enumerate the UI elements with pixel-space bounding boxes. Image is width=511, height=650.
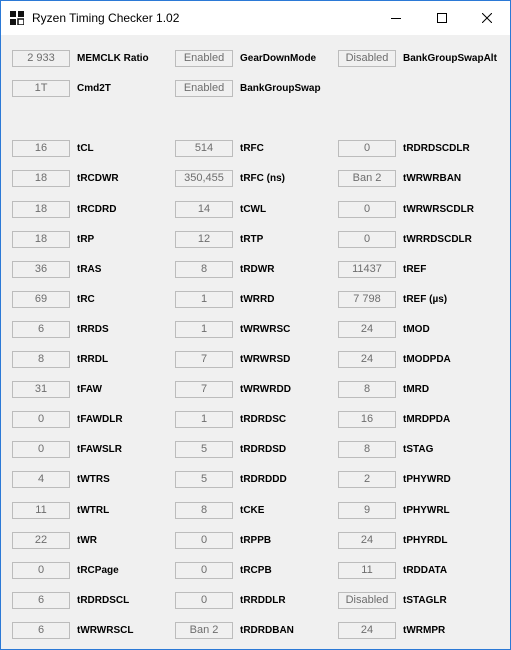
twrrdscdlr-label: tWRRDSCDLR xyxy=(403,234,472,245)
trdrdsd-label: tRDRDSD xyxy=(240,444,287,455)
trrdl-value[interactable]: 8 xyxy=(12,351,70,368)
trdrdsc-value[interactable]: 1 xyxy=(175,411,233,428)
twrwrscl-value[interactable]: 6 xyxy=(12,622,70,639)
twrwrsd-value[interactable]: 7 xyxy=(175,351,233,368)
close-icon xyxy=(482,13,492,23)
trfc-value[interactable]: 514 xyxy=(175,140,233,157)
tstaglr-value[interactable]: Disabled xyxy=(338,592,396,609)
minimize-button[interactable] xyxy=(373,1,419,35)
trddata-value[interactable]: 11 xyxy=(338,562,396,579)
tstag-value[interactable]: 8 xyxy=(338,441,396,458)
tfawslr-label: tFAWSLR xyxy=(77,444,122,455)
tcke-label: tCKE xyxy=(240,505,265,516)
close-button[interactable] xyxy=(464,1,510,35)
trrddlr-value[interactable]: 0 xyxy=(175,592,233,609)
trcpb-label: tRCPB xyxy=(240,565,272,576)
tras-value[interactable]: 36 xyxy=(12,261,70,278)
cmd2t-label: Cmd2T xyxy=(77,83,111,94)
tmrdpda-label: tMRDPDA xyxy=(403,414,451,425)
tcl-value[interactable]: 16 xyxy=(12,140,70,157)
maximize-icon xyxy=(437,13,447,23)
twrwrban-value[interactable]: Ban 2 xyxy=(338,170,396,187)
twr-value[interactable]: 22 xyxy=(12,532,70,549)
trdrdscdlr-value[interactable]: 0 xyxy=(338,140,396,157)
trc-value[interactable]: 69 xyxy=(12,291,70,308)
bankgroupswap-value[interactable]: Enabled xyxy=(175,80,233,97)
tphywrl-label: tPHYWRL xyxy=(403,505,450,516)
trtp-label: tRTP xyxy=(240,234,264,245)
trcpage-value[interactable]: 0 xyxy=(12,562,70,579)
tstag-label: tSTAG xyxy=(403,444,434,455)
tref-value[interactable]: 11437 xyxy=(338,261,396,278)
trppb-value[interactable]: 0 xyxy=(175,532,233,549)
twrwrsc-value[interactable]: 1 xyxy=(175,321,233,338)
tmodpda-label: tMODPDA xyxy=(403,354,451,365)
twrrdscdlr-value[interactable]: 0 xyxy=(338,231,396,248)
trdrdsd-value[interactable]: 5 xyxy=(175,441,233,458)
trp-label: tRP xyxy=(77,234,95,245)
tfawdlr-value[interactable]: 0 xyxy=(12,411,70,428)
twtrl-label: tWTRL xyxy=(77,505,110,516)
tfawdlr-label: tFAWDLR xyxy=(77,414,123,425)
twtrl-value[interactable]: 11 xyxy=(12,502,70,519)
minimize-icon xyxy=(391,13,401,23)
trdrddd-value[interactable]: 5 xyxy=(175,471,233,488)
tphywrd-label: tPHYWRD xyxy=(403,474,451,485)
trdrdban-label: tRDRDBAN xyxy=(240,625,294,636)
trdwr-value[interactable]: 8 xyxy=(175,261,233,278)
tfaw-label: tFAW xyxy=(77,384,102,395)
trppb-label: tRPPB xyxy=(240,535,272,546)
trcdrd-value[interactable]: 18 xyxy=(12,201,70,218)
tphyrdl-value[interactable]: 24 xyxy=(338,532,396,549)
twrmpr-label: tWRMPR xyxy=(403,625,446,636)
tcl-label: tCL xyxy=(77,143,94,154)
tphywrd-value[interactable]: 2 xyxy=(338,471,396,488)
trfc-ns-value[interactable]: 350,455 xyxy=(175,170,233,187)
trrdl-label: tRRDL xyxy=(77,354,109,365)
tcwl-label: tCWL xyxy=(240,204,267,215)
twrwrscdlr-value[interactable]: 0 xyxy=(338,201,396,218)
tcwl-value[interactable]: 14 xyxy=(175,201,233,218)
tmrd-value[interactable]: 8 xyxy=(338,381,396,398)
twrwrdd-value[interactable]: 7 xyxy=(175,381,233,398)
trrddlr-label: tRRDDLR xyxy=(240,595,286,606)
tref-label: tREF xyxy=(403,264,427,275)
trdwr-label: tRDWR xyxy=(240,264,275,275)
trrds-value[interactable]: 6 xyxy=(12,321,70,338)
twrwrscdlr-label: tWRWRSCDLR xyxy=(403,204,474,215)
tphyrdl-label: tPHYRDL xyxy=(403,535,448,546)
tmod-value[interactable]: 24 xyxy=(338,321,396,338)
app-icon xyxy=(10,11,24,25)
bankgroupswapalt-label: BankGroupSwapAlt xyxy=(403,53,497,64)
tstaglr-label: tSTAGLR xyxy=(403,595,447,606)
cmd2t-value[interactable]: 1T xyxy=(12,80,70,97)
tmodpda-value[interactable]: 24 xyxy=(338,351,396,368)
twtrs-value[interactable]: 4 xyxy=(12,471,70,488)
twrwrsc-label: tWRWRSC xyxy=(240,324,291,335)
trc-label: tRC xyxy=(77,294,95,305)
trcdrd-label: tRCDRD xyxy=(77,204,117,215)
tref-s-value[interactable]: 7 798 xyxy=(338,291,396,308)
memclk-ratio-label: MEMCLK Ratio xyxy=(77,53,149,64)
twrwrsd-label: tWRWRSD xyxy=(240,354,291,365)
trcpage-label: tRCPage xyxy=(77,565,119,576)
trdrdscdlr-label: tRDRDSCDLR xyxy=(403,143,470,154)
trtp-value[interactable]: 12 xyxy=(175,231,233,248)
twrrd-value[interactable]: 1 xyxy=(175,291,233,308)
trdrdscl-label: tRDRDSCL xyxy=(77,595,130,606)
trdrdsc-label: tRDRDSC xyxy=(240,414,287,425)
window-title: Ryzen Timing Checker 1.02 xyxy=(32,11,180,25)
twrwrdd-label: tWRWRDD xyxy=(240,384,291,395)
maximize-button[interactable] xyxy=(419,1,465,35)
trcpb-value[interactable]: 0 xyxy=(175,562,233,579)
trfc-label: tRFC xyxy=(240,143,264,154)
trdrdban-value[interactable]: Ban 2 xyxy=(175,622,233,639)
tcke-value[interactable]: 8 xyxy=(175,502,233,519)
tmod-label: tMOD xyxy=(403,324,430,335)
geardownmode-value[interactable]: Enabled xyxy=(175,50,233,67)
bankgroupswap-label: BankGroupSwap xyxy=(240,83,321,94)
trcdwr-label: tRCDWR xyxy=(77,173,119,184)
tmrd-label: tMRD xyxy=(403,384,430,395)
tras-label: tRAS xyxy=(77,264,102,275)
trfc-ns-label: tRFC (ns) xyxy=(240,173,285,184)
twrwrban-label: tWRWRBAN xyxy=(403,173,462,184)
trdrddd-label: tRDRDDD xyxy=(240,474,287,485)
trdrdscl-value[interactable]: 6 xyxy=(12,592,70,609)
tfawslr-value[interactable]: 0 xyxy=(12,441,70,458)
twr-label: tWR xyxy=(77,535,97,546)
title-bar[interactable] xyxy=(1,1,510,35)
tfaw-value[interactable]: 31 xyxy=(12,381,70,398)
bankgroupswapalt-value[interactable]: Disabled xyxy=(338,50,396,67)
tmrdpda-value[interactable]: 16 xyxy=(338,411,396,428)
memclk-ratio-value[interactable]: 2 933 xyxy=(12,50,70,67)
trp-value[interactable]: 18 xyxy=(12,231,70,248)
twtrs-label: tWTRS xyxy=(77,474,110,485)
trddata-label: tRDDATA xyxy=(403,565,448,576)
geardownmode-label: GearDownMode xyxy=(240,53,317,64)
tref-s-label: tREF (µs) xyxy=(403,294,448,305)
trrds-label: tRRDS xyxy=(77,324,109,335)
twrwrscl-label: tWRWRSCL xyxy=(77,625,134,636)
tphywrl-value[interactable]: 9 xyxy=(338,502,396,519)
twrrd-label: tWRRD xyxy=(240,294,275,305)
trcdwr-value[interactable]: 18 xyxy=(12,170,70,187)
twrmpr-value[interactable]: 24 xyxy=(338,622,396,639)
